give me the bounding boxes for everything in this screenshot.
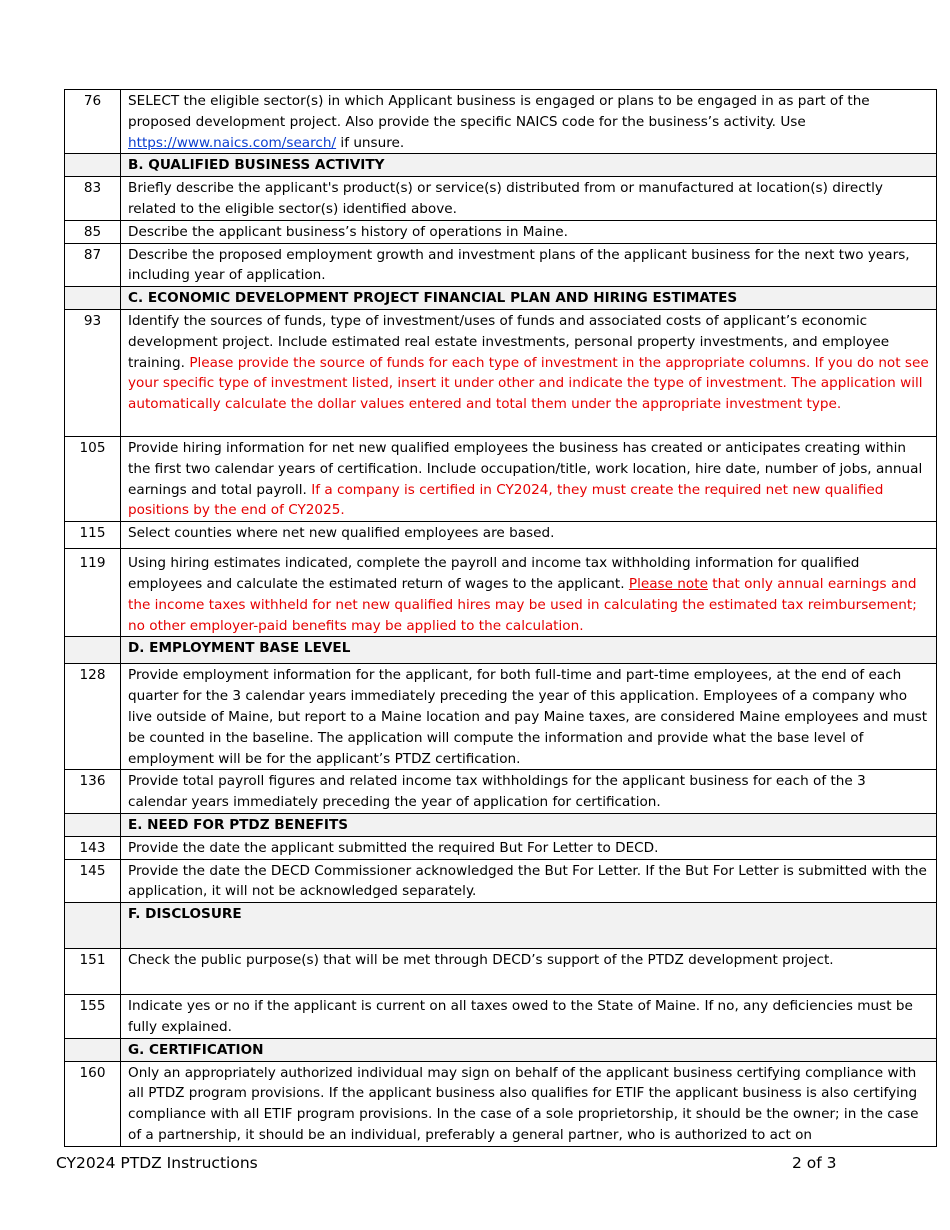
row-note-red: that only annual earnings and the income taxes withheld for net new qualified hires may be used in calculating the estimated tax reimbursement; no other employer-paid benefits may be applied to the calculation.	[128, 575, 917, 634]
table-row	[65, 949, 937, 995]
naics-search-link[interactable]: https://www.naics.com/search/	[128, 134, 337, 151]
footer-document-title: CY2024 PTDZ Instructions	[56, 1154, 258, 1172]
row-number: 155	[65, 995, 121, 1039]
row-description: Describe the applicant business’s history of operations in Maine.	[121, 220, 937, 243]
table-row	[65, 243, 937, 287]
section-title: C. ECONOMIC DEVELOPMENT PROJECT FINANCIAL PLAN AND HIRING ESTIMATES	[121, 287, 937, 310]
table-row	[65, 995, 937, 1039]
section-header-c	[65, 287, 937, 310]
row-number: 128	[65, 664, 121, 770]
section-header-g	[65, 1038, 937, 1061]
table-row	[65, 664, 937, 770]
row-description: Provide total payroll figures and related income tax withholdings for the applicant business for each of the 3 calendar years immediately preceding the year of application for certification.	[121, 770, 937, 814]
row-text: Using hiring estimates indicated, complete the payroll and income tax withholding information for qualified employees and calculate the estimated return of wages to the applicant.	[128, 555, 860, 592]
table-row	[65, 220, 937, 243]
row-description: Check the public purpose(s) that will be met through DECD’s support of the PTDZ development project.	[121, 949, 937, 995]
instructions-table	[64, 89, 937, 1147]
table-row	[65, 522, 937, 549]
row-text: Identify the sources of funds, type of investment/uses of funds and associated costs of applicant’s economic development project. Include estimated real estate investments, personal property investments, and employee training.	[128, 312, 890, 371]
row-number: 93	[65, 309, 121, 436]
row-description: Provide the date the applicant submitted the required But For Letter to DECD.	[121, 836, 937, 859]
table-row	[65, 836, 937, 859]
row-number: 87	[65, 243, 121, 287]
row-description	[121, 309, 937, 436]
row-description: Briefly describe the applicant's product(s) or service(s) distributed from or manufactured at location(s) directly related to the eligible sector(s) identified above.	[121, 177, 937, 221]
section-title: F. DISCLOSURE	[121, 903, 937, 949]
row-number: 160	[65, 1061, 121, 1146]
table-row	[65, 770, 937, 814]
row-description: Provide employment information for the applicant, for both full-time and part-time employees, at the end of each quarter for the 3 calendar years immediately preceding the year of this application. Employees of a company who live outside of Maine, but report to a Maine location and pay Maine taxes, are considered Maine employees and must be counted in the baseline. The application will compute the information and provide what the base level of employment will be for the applicant’s PTDZ certification.	[121, 664, 937, 770]
row-description: Select counties where net new qualified employees are based.	[121, 522, 937, 549]
section-title: E. NEED FOR PTDZ BENEFITS	[121, 813, 937, 836]
table-row	[65, 1061, 937, 1146]
section-title: D. EMPLOYMENT BASE LEVEL	[121, 637, 937, 664]
row-number: 76	[65, 90, 121, 154]
section-header-e	[65, 813, 937, 836]
row-description: Indicate yes or no if the applicant is current on all taxes owed to the State of Maine. If no, any deficiencies must be fully explained.	[121, 995, 937, 1039]
row-description: Provide the date the DECD Commissioner acknowledged the But For Letter. If the But For Letter is submitted with the application, it will not be acknowledged separately.	[121, 859, 937, 903]
table-row	[65, 549, 937, 637]
table-row	[65, 859, 937, 903]
table-row	[65, 90, 937, 154]
table-row	[65, 309, 937, 436]
row-text: Provide hiring information for net new qualified employees the business has created or anticipates creating within the first two calendar years of certification. Include occupation/title, work location, hire date, number of jobs, annual earnings and total payroll.	[128, 439, 923, 498]
row-number: 85	[65, 220, 121, 243]
row-description: Only an appropriately authorized individual may sign on behalf of the applicant business certifying compliance with all PTDZ program provisions. If the applicant business also qualifies for ETIF the applicant business is also certifying compliance with all ETIF program provisions. In the case of a sole proprietorship, it should be the owner; in the case of a partnership, it should be an individual, preferably a general partner, who is authorized to act on	[121, 1061, 937, 1146]
row-number: 83	[65, 177, 121, 221]
footer-page-number: 2 of 3	[792, 1154, 837, 1172]
section-title: B. QUALIFIED BUSINESS ACTIVITY	[121, 154, 937, 177]
row-text-tail: if unsure.	[336, 134, 405, 151]
row-number: 119	[65, 549, 121, 637]
section-header-b	[65, 154, 937, 177]
row-description	[121, 436, 937, 521]
row-number: 145	[65, 859, 121, 903]
table-row	[65, 177, 937, 221]
row-number: 115	[65, 522, 121, 549]
row-text: SELECT the eligible sector(s) in which Applicant business is engaged or plans to be engaged in as part of the proposed development project. Also provide the specific NAICS code for the business’s activity. Use	[128, 93, 870, 130]
please-note-link[interactable]: Please note	[628, 575, 708, 592]
section-header-f	[65, 903, 937, 949]
row-number: 151	[65, 949, 121, 995]
row-description: Describe the proposed employment growth and investment plans of the applicant business for the next two years, including year of application.	[121, 243, 937, 287]
row-note-red: If a company is certified in CY2024, they must create the required net new qualified positions by the end of CY2025.	[128, 481, 884, 519]
row-description	[121, 90, 937, 154]
row-number: 143	[65, 836, 121, 859]
row-number: 136	[65, 770, 121, 814]
section-title: G. CERTIFICATION	[121, 1038, 937, 1061]
section-header-d	[65, 637, 937, 664]
row-description	[121, 549, 937, 637]
row-number: 105	[65, 436, 121, 521]
row-note-red: Please provide the source of funds for each type of investment in the appropriate columns. If you do not see your specific type of investment listed, insert it under other and indicate the type of investment. The application will automatically calculate the dollar values entered and total them under the appropriate investment type.	[128, 354, 929, 413]
table-row	[65, 436, 937, 521]
